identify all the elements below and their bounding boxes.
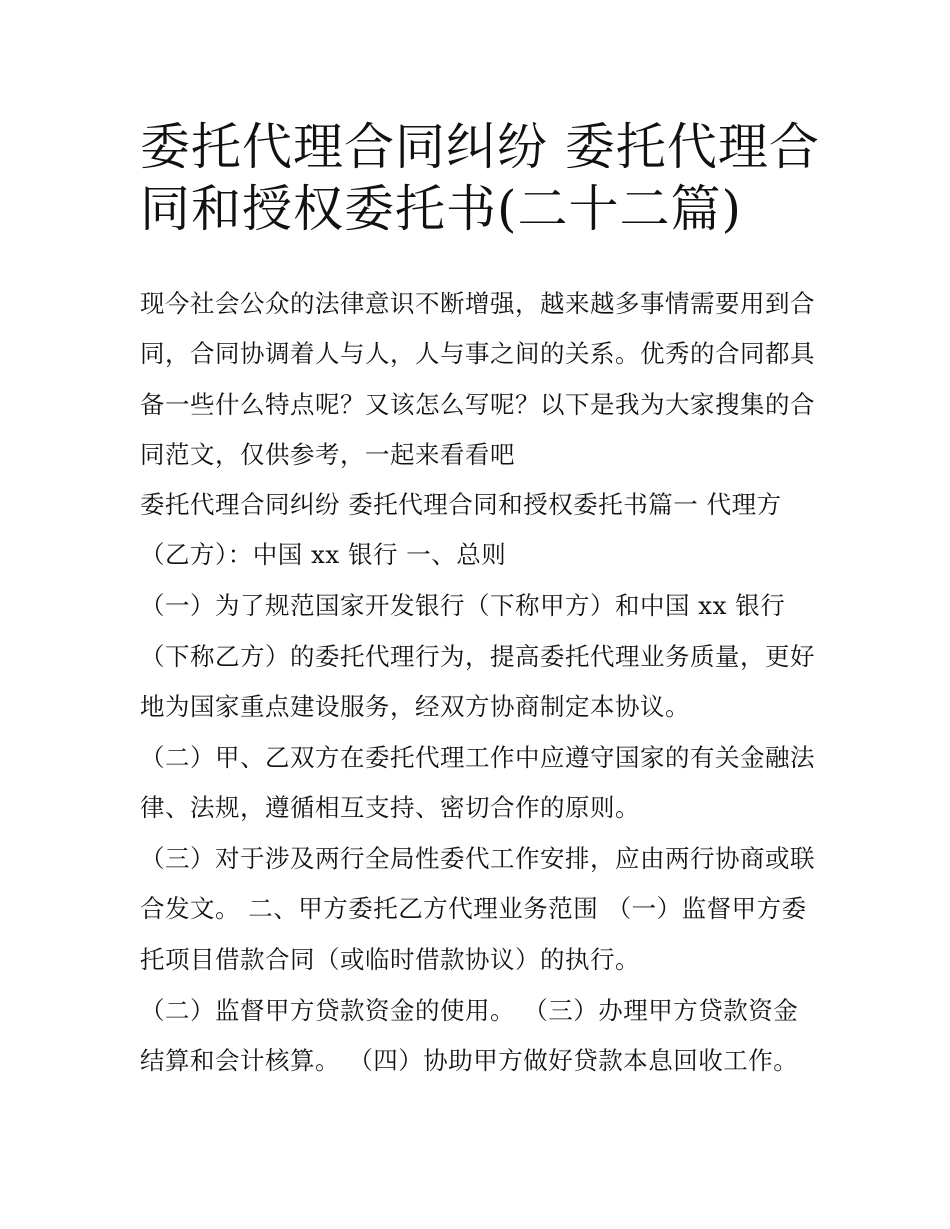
body-line: 托项目借款合同（或临时借款协议）的执行。 — [140, 945, 640, 974]
body-line: 结算和会计核算。 （四）协助甲方做好贷款本息回收工作。 — [140, 1046, 799, 1075]
document-title — [140, 116, 830, 240]
body-line: 合发文。 二、甲方委托乙方代理业务范围 （一）监督甲方委 — [140, 894, 807, 923]
body-line: （乙方）：中国 xx 银行 一、总则 — [140, 540, 507, 569]
body-line: 现今社会公众的法律意识不断增强，越来越多事情需要用到合 — [140, 289, 815, 318]
body-line: 同范文，仅供参考，一起来看看吧 — [140, 440, 515, 469]
body-line: 同，合同协调着人与人，人与事之间的关系。优秀的合同都具 — [140, 339, 815, 368]
body-line: 委托代理合同纠纷 委托代理合同和授权委托书篇一 代理方 — [140, 490, 782, 519]
body-line: （二）甲、乙双方在委托代理工作中应遵守国家的有关金融法 — [140, 743, 815, 772]
body-line: 律、法规，遵循相互支持、密切合作的原则。 — [140, 793, 640, 822]
title-line: 同和授权委托书(二十二篇) — [140, 180, 743, 238]
body-line: 备一些什么特点呢？又该怎么写呢？以下是我为大家搜集的合 — [140, 390, 815, 419]
body-line: （三）对于涉及两行全局性委代工作安排，应由两行协商或联 — [140, 844, 815, 873]
title-line: 委托代理合同纠纷 委托代理合 — [140, 118, 820, 176]
body-line: （下称乙方）的委托代理行为，提高委托代理业务质量，更好 — [140, 642, 815, 671]
body-line: （一）为了规范国家开发银行（下称甲方）和中国 xx 银行 — [140, 591, 786, 620]
body-line: （二）监督甲方贷款资金的使用。 （三）办理甲方贷款资金 — [140, 996, 799, 1025]
body-line: 地为国家重点建设服务，经双方协商制定本协议。 — [140, 692, 690, 721]
